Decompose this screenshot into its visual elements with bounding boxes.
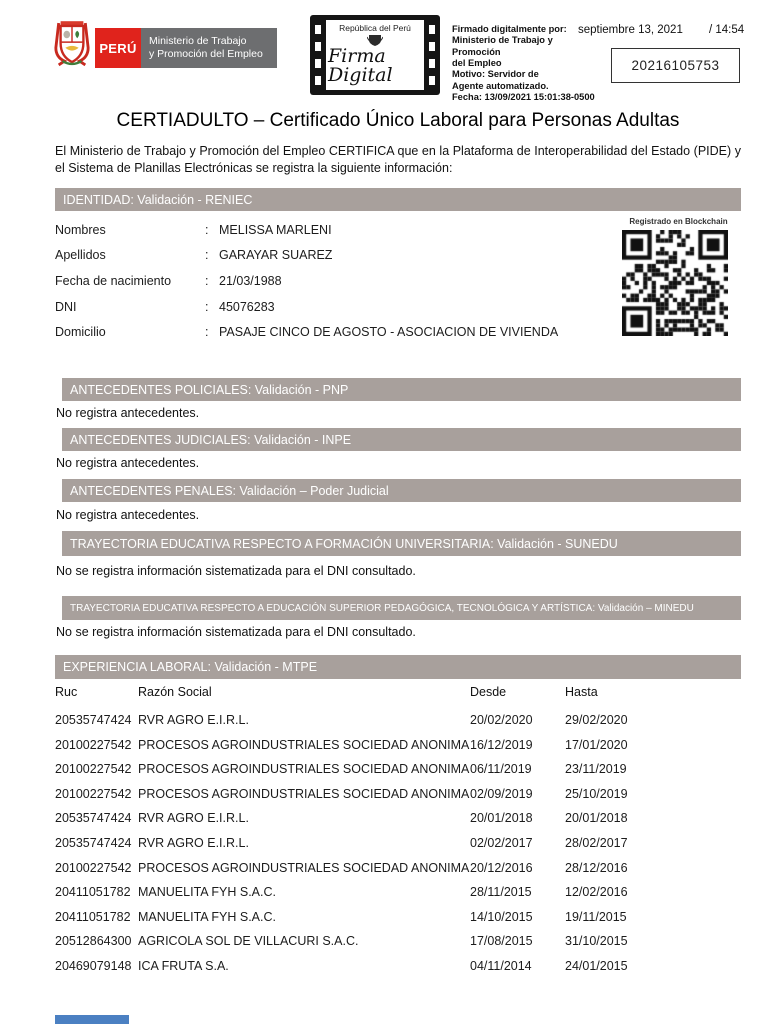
cell-razon-social: PROCESOS AGROINDUSTRIALES SOCIEDAD ANONIMA (138, 762, 470, 777)
signature-line: Fecha: 13/09/2021 15:01:38-0500 (452, 91, 595, 102)
cell-hasta: 29/02/2020 (565, 713, 628, 728)
field-label: Nombres (55, 222, 106, 237)
cell-ruc: 20535747424 (55, 713, 132, 728)
experience-table-row (55, 733, 741, 758)
section-header-trayectoria-superior: TRAYECTORIA EDUCATIVA RESPECTO A EDUCACIÓN SUPERIOR PEDAGÓGICA, TECNOLÓGICA Y ARTÍSTICA: Validación – MINEDU (62, 596, 741, 620)
page-title: CERTIADULTO – Certificado Único Laboral para Personas Adultas (116, 110, 680, 131)
field-colon: : (205, 325, 209, 340)
experience-table (55, 681, 741, 978)
col-header-desde: Desde (470, 685, 507, 699)
signature-line: Firmado digitalmente por: (452, 24, 567, 34)
section-body-trayectoria-universitaria: No se registra información sistematizada para el DNI consultado. (56, 564, 416, 578)
experience-table-row (55, 855, 741, 880)
field-value: MELISSA MARLENI (219, 222, 332, 237)
field-colon: : (205, 273, 209, 288)
cell-razon-social: PROCESOS AGROINDUSTRIALES SOCIEDAD ANONIMA (138, 737, 470, 752)
section-header-antecedentes-penales: ANTECEDENTES PENALES: Validación – Poder Judicial (62, 479, 741, 502)
experience-table-row (55, 880, 741, 905)
identity-field-row (55, 294, 595, 320)
cell-desde: 20/01/2018 (470, 811, 533, 826)
intro-paragraph: El Ministerio de Trabajo y Promoción del Empleo CERTIFICA que en la Plataforma de Interoperabilidad del Estado (PIDE) y el Sistema de Planillas Electrónicas se registra la siguiente información: (55, 144, 741, 175)
field-colon: : (205, 299, 209, 314)
section-body-antecedentes-judiciales: No registra antecedentes. (56, 456, 200, 470)
field-label: Fecha de nacimiento (55, 273, 172, 288)
cell-ruc: 20100227542 (55, 762, 132, 777)
field-value: 21/03/1988 (219, 273, 282, 288)
document-number-box (611, 48, 740, 83)
experience-table-row (55, 708, 741, 733)
cell-hasta: 25/10/2019 (565, 786, 628, 801)
field-label: Domicilio (55, 325, 106, 340)
peru-logo-label: PERÚ (99, 40, 137, 56)
peru-logo (95, 28, 141, 68)
cell-ruc: 20535747424 (55, 836, 132, 850)
cell-ruc: 20535747424 (55, 811, 132, 826)
section-header-identidad: IDENTIDAD: Validación - RENIEC (55, 188, 741, 211)
field-label: DNI (55, 299, 77, 314)
cell-hasta: 31/10/2015 (565, 934, 628, 949)
section-header-trayectoria-universitaria: TRAYECTORIA EDUCATIVA RESPECTO A FORMACIÓN UNIVERSITARIA: Validación - SUNEDU (62, 531, 741, 556)
field-label: Apellidos (55, 248, 106, 263)
cell-desde: 06/11/2019 (470, 762, 532, 777)
section-body-antecedentes-policiales: No registra antecedentes. (56, 406, 200, 420)
cell-ruc: 20411051782 (55, 909, 131, 924)
identity-field-row (55, 268, 595, 294)
peru-coat-of-arms-icon (53, 18, 91, 70)
experience-table-row (55, 757, 741, 782)
field-colon: : (205, 222, 209, 237)
cell-ruc: 20100227542 (55, 860, 132, 875)
cell-hasta: 28/02/2017 (565, 836, 628, 850)
section-body-antecedentes-penales: No registra antecedentes. (56, 508, 200, 522)
experience-table-header (55, 681, 741, 703)
section-header-experiencia-laboral: EXPERIENCIA LABORAL: Validación - MTPE (55, 655, 741, 679)
cell-hasta: 24/01/2015 (565, 958, 628, 973)
cell-razon-social: RVR AGRO E.I.R.L. (138, 713, 249, 728)
cell-razon-social: MANUELITA FYH S.A.C. (138, 909, 276, 924)
header-time: / 14:54 (709, 24, 745, 36)
signature-line: Agente automatizado. (452, 80, 549, 91)
identity-field-row (55, 217, 595, 243)
cell-desde: 28/11/2015 (470, 885, 532, 900)
blockchain-label: Registrado en Blockchain (629, 217, 728, 226)
cell-desde: 17/08/2015 (470, 934, 533, 949)
section-body-trayectoria-superior: No se registra información sistematizada para el DNI consultado. (56, 625, 416, 639)
cell-desde: 02/09/2019 (470, 786, 533, 801)
cell-desde: 20/02/2020 (470, 713, 533, 728)
field-value: GARAYAR SUAREZ (219, 248, 333, 263)
signature-line: Motivo: Servidor de (452, 69, 539, 80)
cell-razon-social: PROCESOS AGROINDUSTRIALES SOCIEDAD ANONIMA (138, 786, 470, 801)
field-value: PASAJE CINCO DE AGOSTO - ASOCIACION DE VIVIENDA (219, 325, 559, 340)
cell-desde: 20/12/2016 (470, 860, 533, 875)
experience-table-row (55, 806, 741, 831)
experience-table-row (55, 953, 741, 978)
header-date: septiembre 13, 2021 (578, 24, 683, 36)
experience-table-row (55, 831, 741, 856)
signature-line: Ministerio de Trabajo y Promoción (452, 35, 553, 57)
ministry-line-1: Ministerio de Trabajo (149, 34, 247, 47)
experience-table-row (55, 782, 741, 807)
ministry-logo (141, 28, 277, 68)
stamp-script-label: Firma Digital (328, 45, 393, 86)
blockchain-qr-code (622, 230, 728, 336)
cell-hasta: 23/11/2019 (565, 762, 627, 777)
cell-ruc: 20411051782 (55, 885, 131, 900)
cell-razon-social: PROCESOS AGROINDUSTRIALES SOCIEDAD ANONIMA (138, 860, 470, 875)
cell-razon-social: ICA FRUTA S.A. (138, 958, 229, 973)
cell-razon-social: RVR AGRO E.I.R.L. (138, 811, 249, 826)
filmstrip-holes-right (424, 21, 440, 89)
section-header-antecedentes-policiales: ANTECEDENTES POLICIALES: Validación - PNP (62, 378, 741, 401)
col-header-razon-social: Razón Social (138, 685, 212, 699)
ministry-line-2: y Promoción del Empleo (149, 48, 263, 60)
filmstrip-holes-left (310, 21, 326, 89)
identity-fields (55, 217, 595, 345)
cell-hasta: 19/11/2015 (565, 909, 627, 924)
signature-line: del Empleo (452, 57, 502, 68)
cell-ruc: 20512864300 (55, 934, 132, 949)
document-number: 20216105753 (631, 58, 720, 73)
cell-hasta: 28/12/2016 (565, 860, 628, 875)
section-header-antecedentes-judiciales: ANTECEDENTES JUDICIALES: Validación - INPE (62, 428, 741, 451)
cell-razon-social: RVR AGRO E.I.R.L. (138, 836, 249, 850)
experience-table-row (55, 904, 741, 929)
experience-table-row (55, 929, 741, 954)
cell-desde: 16/12/2019 (470, 737, 533, 752)
cell-desde: 02/02/2017 (470, 836, 533, 850)
col-header-hasta: Hasta (565, 685, 598, 699)
cell-hasta: 17/01/2020 (565, 737, 628, 752)
cell-ruc: 20100227542 (55, 737, 132, 752)
field-colon: : (205, 248, 209, 263)
identity-field-row (55, 319, 595, 345)
next-page-section-bar-sliver (55, 1015, 129, 1024)
cell-razon-social: MANUELITA FYH S.A.C. (138, 885, 276, 900)
cell-hasta: 12/02/2016 (565, 885, 628, 900)
identity-field-row (55, 243, 595, 269)
firma-digital-stamp (310, 15, 440, 95)
field-value: 45076283 (219, 299, 275, 314)
cell-razon-social: AGRICOLA SOL DE VILLACURI S.A.C. (138, 934, 359, 949)
cell-hasta: 20/01/2018 (565, 811, 628, 826)
cell-ruc: 20100227542 (55, 786, 132, 801)
cell-ruc: 20469079148 (55, 958, 132, 973)
col-header-ruc: Ruc (55, 685, 78, 699)
cell-desde: 04/11/2014 (470, 958, 532, 973)
stamp-country-label: República del Perú (339, 23, 411, 33)
cell-desde: 14/10/2015 (470, 909, 533, 924)
